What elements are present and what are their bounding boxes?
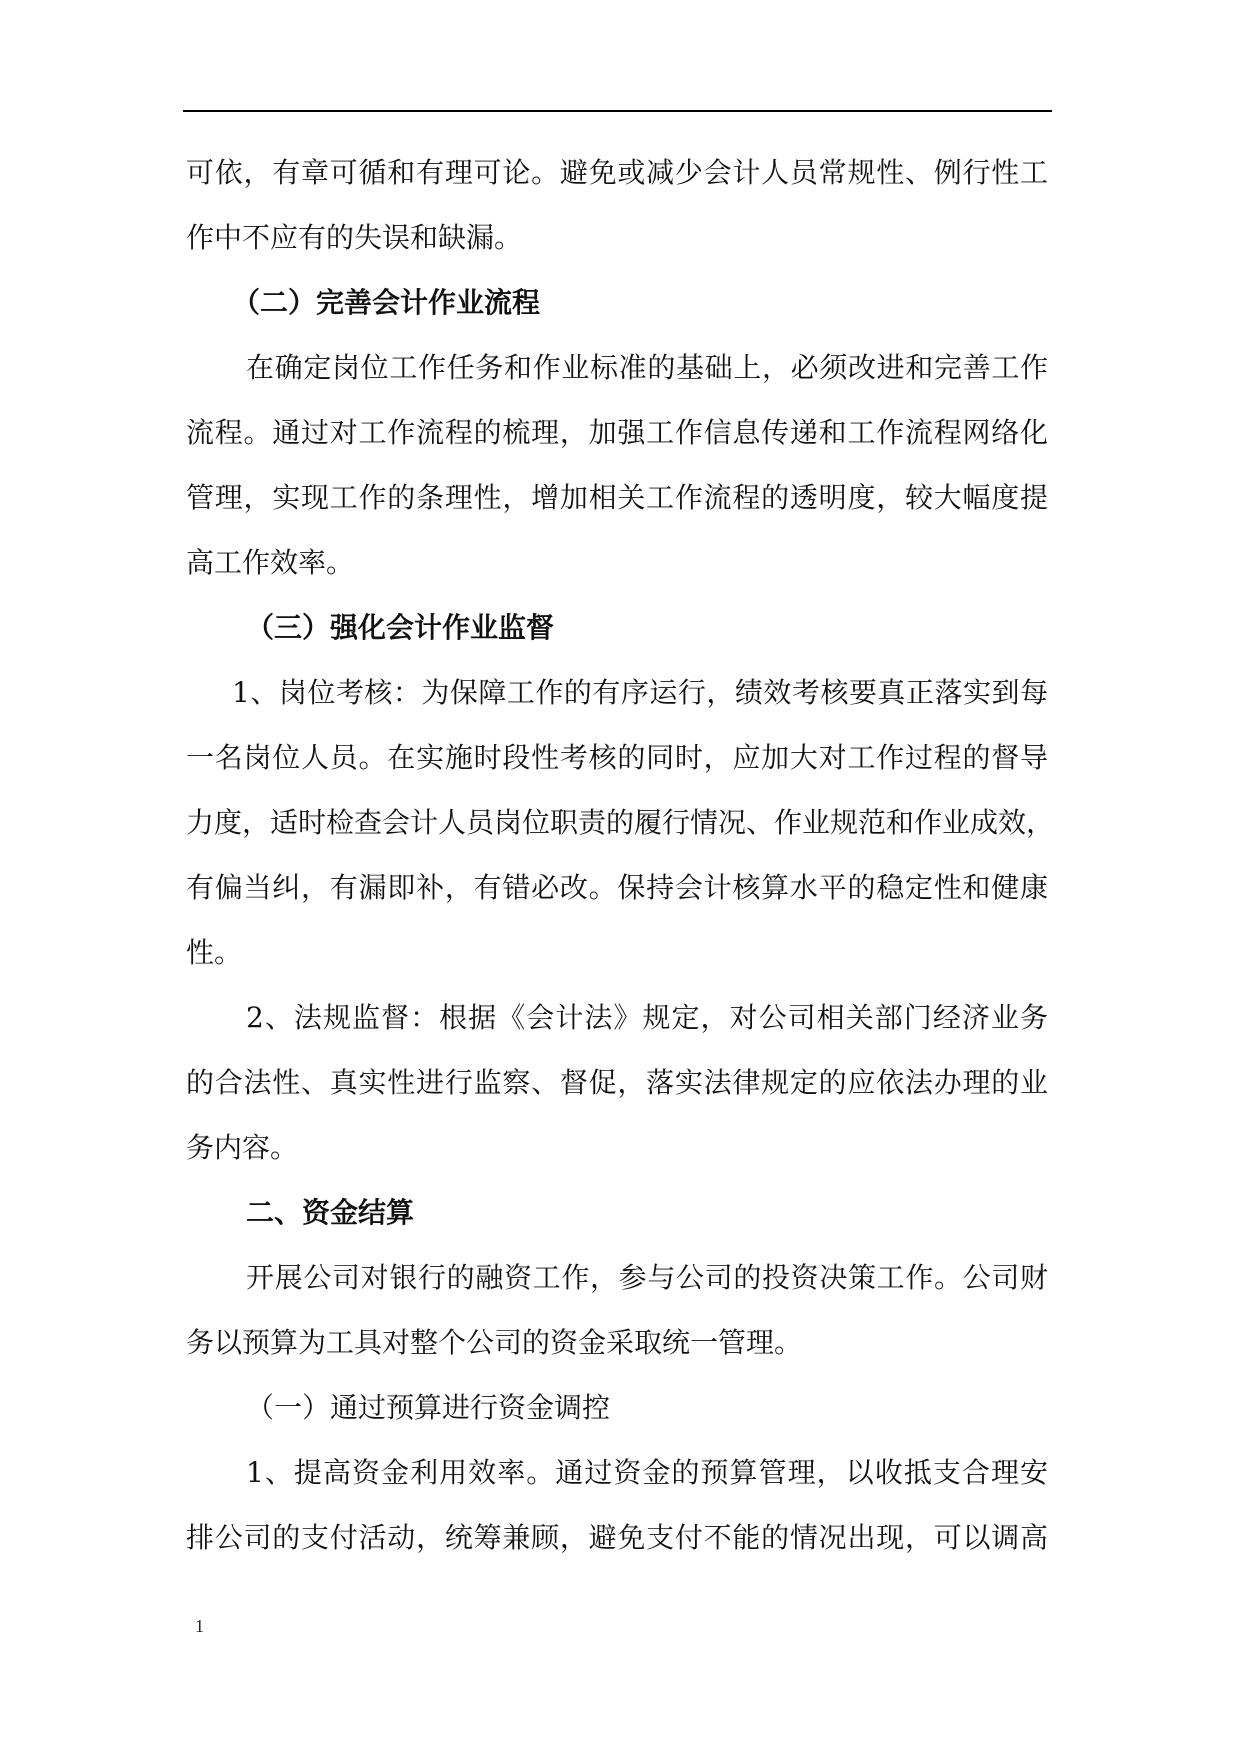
paragraph-line: 有偏当纠，有漏即补，有错必改。保持会计核算水平的稳定性和健康 [186,871,1048,904]
paragraph-line: 2、法规监督：根据《会计法》规定，对公司相关部门经济业务 [246,1001,1048,1034]
paragraph-line: 高工作效率。 [186,546,355,579]
paragraph-line: 性。 [186,936,243,969]
page-number: 1 [195,1616,204,1636]
paragraph-line: 可依，有章可循和有理可论。避免或减少会计人员常规性、例行性工 [186,156,1048,189]
paragraph-line: （一）通过预算进行资金调控 [246,1391,611,1424]
section-heading: 二、资金结算 [246,1196,415,1229]
section-heading: （二）完善会计作业流程 [232,286,541,319]
paragraph-line: 力度，适时检查会计人员岗位职责的履行情况、作业规范和作业成效， [186,806,1055,839]
paragraph-line: 1、提高资金利用效率。通过资金的预算管理，以收抵支合理安 [246,1456,1048,1489]
paragraph-line: 管理，实现工作的条理性，增加相关工作流程的透明度，较大幅度提 [186,481,1048,514]
paragraph-line: 的合法性、真实性进行监察、督促，落实法律规定的应依法办理的业 [186,1066,1048,1099]
paragraph-line: 开展公司对银行的融资工作，参与公司的投资决策工作。公司财 [246,1261,1048,1294]
paragraph-line: 流程。通过对工作流程的梳理，加强工作信息传递和工作流程网络化 [186,416,1048,449]
paragraph-line: 务内容。 [186,1131,299,1164]
paragraph-line: 在确定岗位工作任务和作业标准的基础上，必须改进和完善工作 [246,351,1048,384]
document-body [186,140,1055,1570]
section-heading: （三）强化会计作业监督 [246,611,555,644]
paragraph-line: 务以预算为工具对整个公司的资金采取统一管理。 [186,1326,803,1359]
paragraph-line: 一名岗位人员。在实施时段性考核的同时，应加大对工作过程的督导 [186,741,1048,774]
paragraph-line: 作中不应有的失误和缺漏。 [186,221,523,254]
header-rule [183,110,1052,112]
paragraph-line: 排公司的支付活动，统筹兼顾，避免支付不能的情况出现，可以调高 [186,1521,1048,1554]
paragraph-line: 1、岗位考核：为保障工作的有序运行，绩效考核要真正落实到每 [232,676,1048,709]
